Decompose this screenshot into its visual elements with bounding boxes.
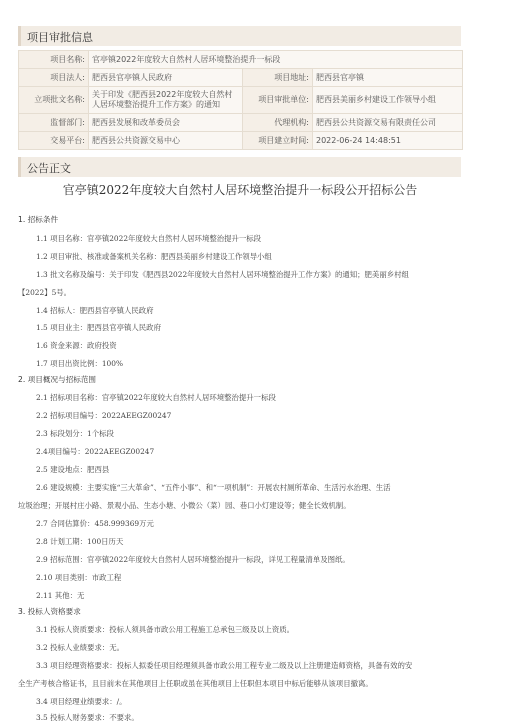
address-value: 肥西县官亭镇: [313, 69, 463, 87]
text-line: 全生产考核合格证书，且目前未在其他项目上任职或虽在其他项目上任职但本项目中标后能够从该项目撤离。: [18, 679, 373, 688]
text-line: 【2022】5号。: [18, 288, 72, 297]
created-label: 项目建立时间:: [243, 132, 313, 150]
text-line: 2.11 其他：无: [36, 591, 85, 600]
section-header-body: [18, 157, 461, 177]
text-line: 2.9 招标范围：官亭镇2022年度较大自然村人居环境整治提升一标段，详见工程量清单及图纸。: [36, 555, 350, 564]
text-line: 1.6 资金来源：政府投资: [36, 341, 117, 350]
text-line: 1.3 批文名称及编号：关于印发《肥西县2022年度较大自然村人居环境整治提升工作方案》的通知；肥美丽乡村组: [36, 270, 409, 279]
project-name-value: 官亭镇2022年度较大自然村人居环境整治提升一标段: [89, 51, 463, 69]
text-line: 3.5 投标人财务要求：不要求。: [36, 713, 139, 722]
heading-2: 2. 项目概况与招标范围: [18, 375, 97, 384]
text-line: 1.2 项目审批、核准或备案机关名称：肥西县美丽乡村建设工作领导小组: [36, 252, 272, 261]
heading-3: 3. 投标人资格要求: [18, 607, 81, 616]
text-line: 3.2 投标人业绩要求：无。: [36, 643, 125, 652]
supervisor-value: 肥西县发展和改革委员会: [89, 114, 243, 132]
text-line: 2.1 招标项目名称：官亭镇2022年度较大自然村人居环境整治提升一标段: [36, 393, 276, 402]
text-line: 1.1 项目名称：官亭镇2022年度较大自然村人居环境整治提升一标段: [36, 234, 262, 243]
table-row: [19, 132, 463, 150]
text-line: 3.4 项目经理业绩要求：/。: [36, 697, 127, 706]
text-line: 2.2 招标项目编号：2022AEEGZ00247: [36, 411, 172, 420]
text-line: 2.4项目编号：2022AEEGZ00247: [36, 447, 155, 456]
table-row: [19, 87, 463, 114]
text-line: 1.5 项目业主：肥西县官亭镇人民政府: [36, 323, 161, 332]
table-row: [19, 69, 463, 87]
section-title: 项目审批信息: [27, 31, 93, 44]
text-line: 3.3 项目经理资格要求：投标人拟委任项目经理须具备市政公用工程专业二级及以上注册建造师资格，具备有效的安: [36, 661, 413, 670]
supervisor-label: 监督部门:: [19, 114, 89, 132]
text-line: 2.5 建设地点：肥西县: [36, 465, 110, 474]
legal-person-label: 项目法人:: [19, 69, 89, 87]
text-line: 2.8 计划工期：100日历天: [36, 537, 124, 546]
project-name-label: 项目名称:: [19, 51, 89, 69]
approval-unit-value: 肥西县美丽乡村建设工作领导小组: [313, 87, 463, 114]
heading-1: 1. 招标条件: [18, 215, 59, 224]
text-line: 2.7 合同估算价：458.999369万元: [36, 519, 154, 528]
text-line: 2.10 项目类别：市政工程: [36, 573, 122, 582]
agency-label: 代理机构:: [243, 114, 313, 132]
table-row: [19, 51, 463, 69]
text-line: 3.1 投标人资质要求：投标人须具备市政公用工程施工总承包三级及以上资质。: [36, 625, 294, 634]
approval-info-table: [18, 50, 463, 150]
address-label: 项目地址:: [243, 69, 313, 87]
agency-value: 肥西县公共资源交易有限责任公司: [313, 114, 463, 132]
text-line: 2.6 建设规模：主要实施“三大革命”、“五件小事”、和“一项机制”：开展农村厕所革命、生活污水治理、生活: [36, 483, 391, 492]
created-value: 2022-06-24 14:48:51: [313, 132, 463, 150]
text-line: 垃圾治理；开展村庄小路、景观小品、生态小塘、小微公（菜）园、巷口小灯建设等；健全长效机制。: [18, 501, 351, 510]
approval-unit-label: 项目审批单位:: [243, 87, 313, 114]
text-line: 1.4 招标人：肥西县官亭镇人民政府: [36, 306, 154, 315]
platform-value: 肥西县公共资源交易中心: [89, 132, 243, 150]
table-row: [19, 114, 463, 132]
text-line: 2.3 标段划分：1个标段: [36, 429, 114, 438]
section-header-approval: [18, 26, 461, 46]
legal-person-value: 肥西县官亭镇人民政府: [89, 69, 243, 87]
text-line: 1.7 项目出资比例：100%: [36, 359, 123, 368]
approval-doc-value: 关于印发《肥西县2022年度较大自然村人居环境整治提升工作方案》的通知: [89, 87, 243, 114]
document-title: 官亭镇2022年度较大自然村人居环境整治提升一标段公开招标公告: [62, 183, 418, 197]
platform-label: 交易平台:: [19, 132, 89, 150]
section-title: 公告正文: [27, 162, 71, 175]
approval-doc-label: 立项批文名称:: [19, 87, 89, 114]
